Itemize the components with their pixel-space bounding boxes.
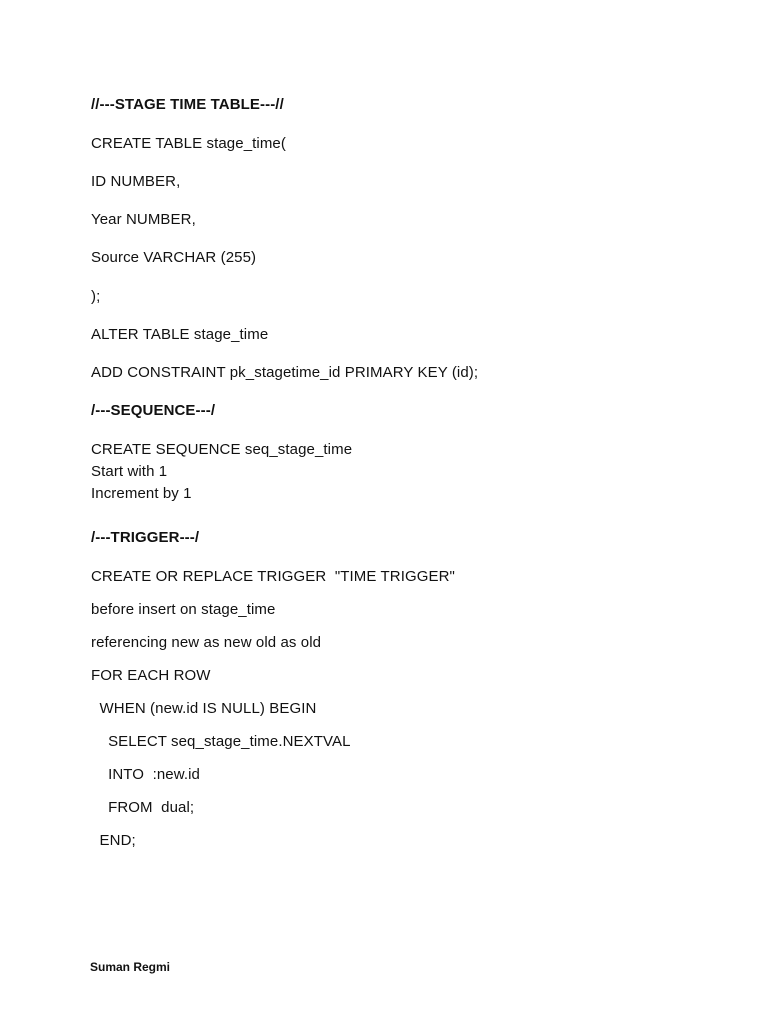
end-clause-line: END;	[91, 832, 136, 849]
column-id-line: ID NUMBER,	[91, 173, 181, 190]
for-each-row-line: FOR EACH ROW	[91, 667, 211, 684]
when-clause-line: WHEN (new.id IS NULL) BEGIN	[91, 700, 317, 717]
create-sequence-line: CREATE SEQUENCE seq_stage_time	[91, 441, 353, 458]
alter-table-line: ALTER TABLE stage_time	[91, 326, 269, 343]
referencing-line: referencing new as new old as old	[91, 634, 322, 651]
start-with-line: Start with 1	[91, 463, 168, 480]
create-table-line: CREATE TABLE stage_time(	[91, 135, 286, 152]
close-paren-line: );	[91, 288, 101, 305]
before-insert-line: before insert on stage_time	[91, 601, 276, 618]
create-trigger-line: CREATE OR REPLACE TRIGGER "TIME TRIGGER"	[91, 568, 455, 585]
from-clause-line: FROM dual;	[91, 799, 195, 816]
select-clause-line: SELECT seq_stage_time.NEXTVAL	[91, 733, 351, 750]
increment-by-line: Increment by 1	[91, 485, 192, 502]
into-clause-line: INTO :new.id	[91, 766, 200, 783]
column-source-line: Source VARCHAR (255)	[91, 249, 257, 266]
trigger-section-heading: /---TRIGGER---/	[91, 529, 200, 546]
add-constraint-line: ADD CONSTRAINT pk_stagetime_id PRIMARY KEY (id);	[91, 364, 479, 381]
footer-author: Suman Regmi	[90, 960, 171, 974]
sequence-section-heading: /---SEQUENCE---/	[91, 402, 216, 419]
table-section-heading: //---STAGE TIME TABLE---//	[91, 96, 284, 113]
column-year-line: Year NUMBER,	[91, 211, 196, 228]
